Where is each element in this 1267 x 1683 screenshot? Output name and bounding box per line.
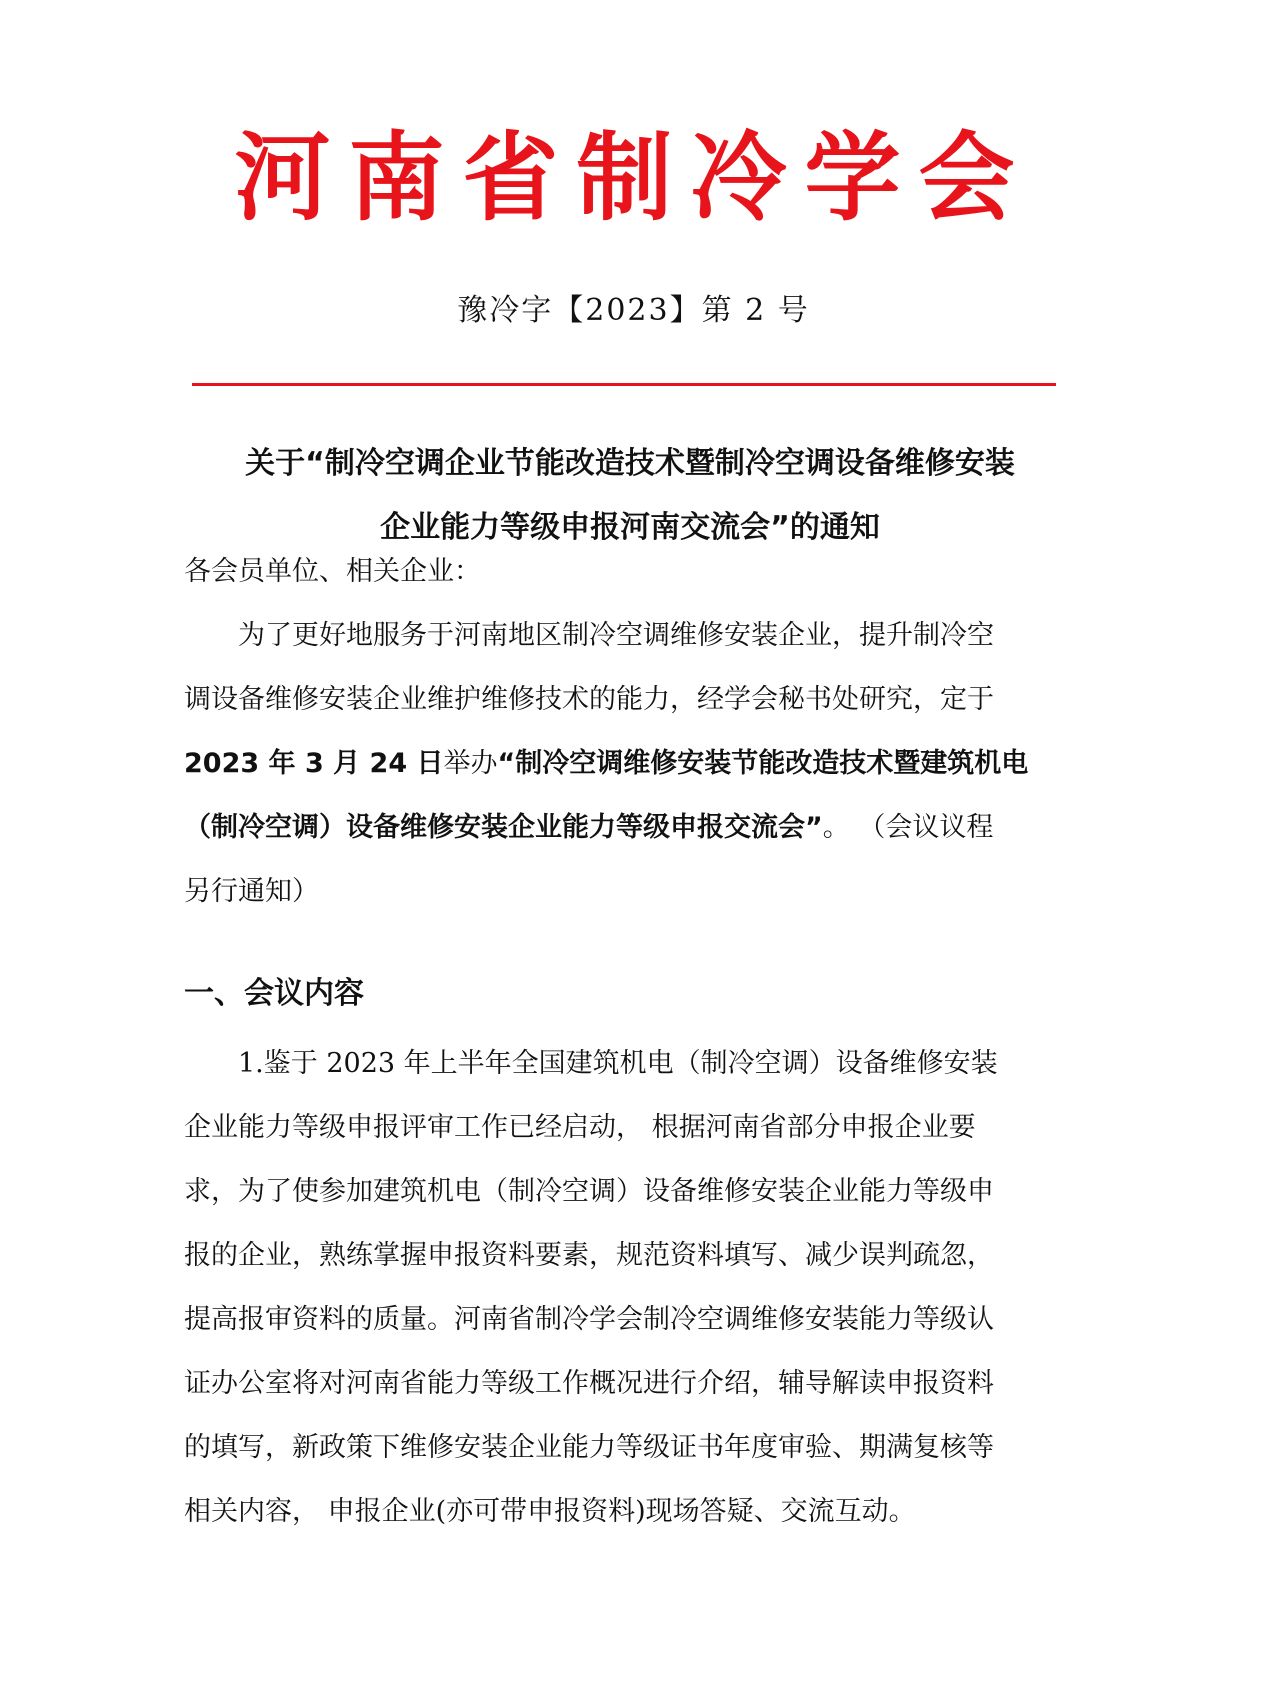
paragraph-line: 1.鉴于 2023 年上半年全国建筑机电（制冷空调）设备维修安装 (238, 1048, 998, 1079)
salutation (184, 540, 1070, 604)
intro-line-4-plain: 。 （会议议程 (822, 812, 994, 843)
paragraph-line: 证办公室将对河南省能力等级工作概况进行介绍，辅导解读申报资料 (184, 1368, 994, 1399)
organization-title: 河南省制冷学会 (234, 121, 1033, 234)
red-divider-line (192, 383, 1056, 386)
intro-line-3-plain: 举办 (443, 748, 498, 779)
document-number: 豫冷字【2023】第 2 号 (457, 293, 810, 328)
paragraph-line: 企业能力等级申报评审工作已经启动， 根据河南省部分申报企业要 (184, 1112, 976, 1143)
intro-line-3 (184, 732, 1070, 796)
notice-title-line-2: 企业能力等级申报河南交流会”的通知 (380, 510, 880, 545)
intro-paragraph (184, 604, 1070, 924)
meeting-name-part-1: “制冷空调维修安装节能改造技术暨建筑机电 (497, 748, 1029, 779)
paragraph-line: 相关内容， 申报企业(亦可带申报资料)现场答疑、交流互动。 (184, 1496, 916, 1527)
paragraph-line: 的填写，新政策下维修安装企业能力等级证书年度审验、期满复核等 (184, 1432, 994, 1463)
meeting-date: 2023 年 3 月 24 日 (184, 748, 444, 779)
intro-line-4 (184, 796, 1070, 860)
intro-line-2: 调设备维修安装企业维护维修技术的能力，经学会秘书处研究，定于 (184, 684, 994, 715)
paragraph-line: 求，为了使参加建筑机电（制冷空调）设备维修安装企业能力等级申 (184, 1176, 994, 1207)
paragraph-line: 提高报审资料的质量。河南省制冷学会制冷空调维修安装能力等级认 (184, 1304, 994, 1335)
notice-title-line-1: 关于“制冷空调企业节能改造技术暨制冷空调设备维修安装 (245, 446, 1015, 481)
salutation-text: 各会员单位、相关企业： (184, 556, 481, 587)
meeting-name-part-2: （制冷空调）设备维修安装企业能力等级申报交流会” (184, 812, 823, 843)
intro-line-1: 为了更好地服务于河南地区制冷空调维修安装企业，提升制冷空 (238, 620, 994, 651)
paragraph-line: 报的企业，熟练掌握申报资料要素，规范资料填写、减少误判疏忽， (184, 1240, 994, 1271)
section-heading-meeting-content: 一、会议内容 (184, 976, 364, 1011)
section-1-paragraph (184, 1032, 1070, 1544)
intro-line-5: 另行通知） (184, 876, 319, 907)
